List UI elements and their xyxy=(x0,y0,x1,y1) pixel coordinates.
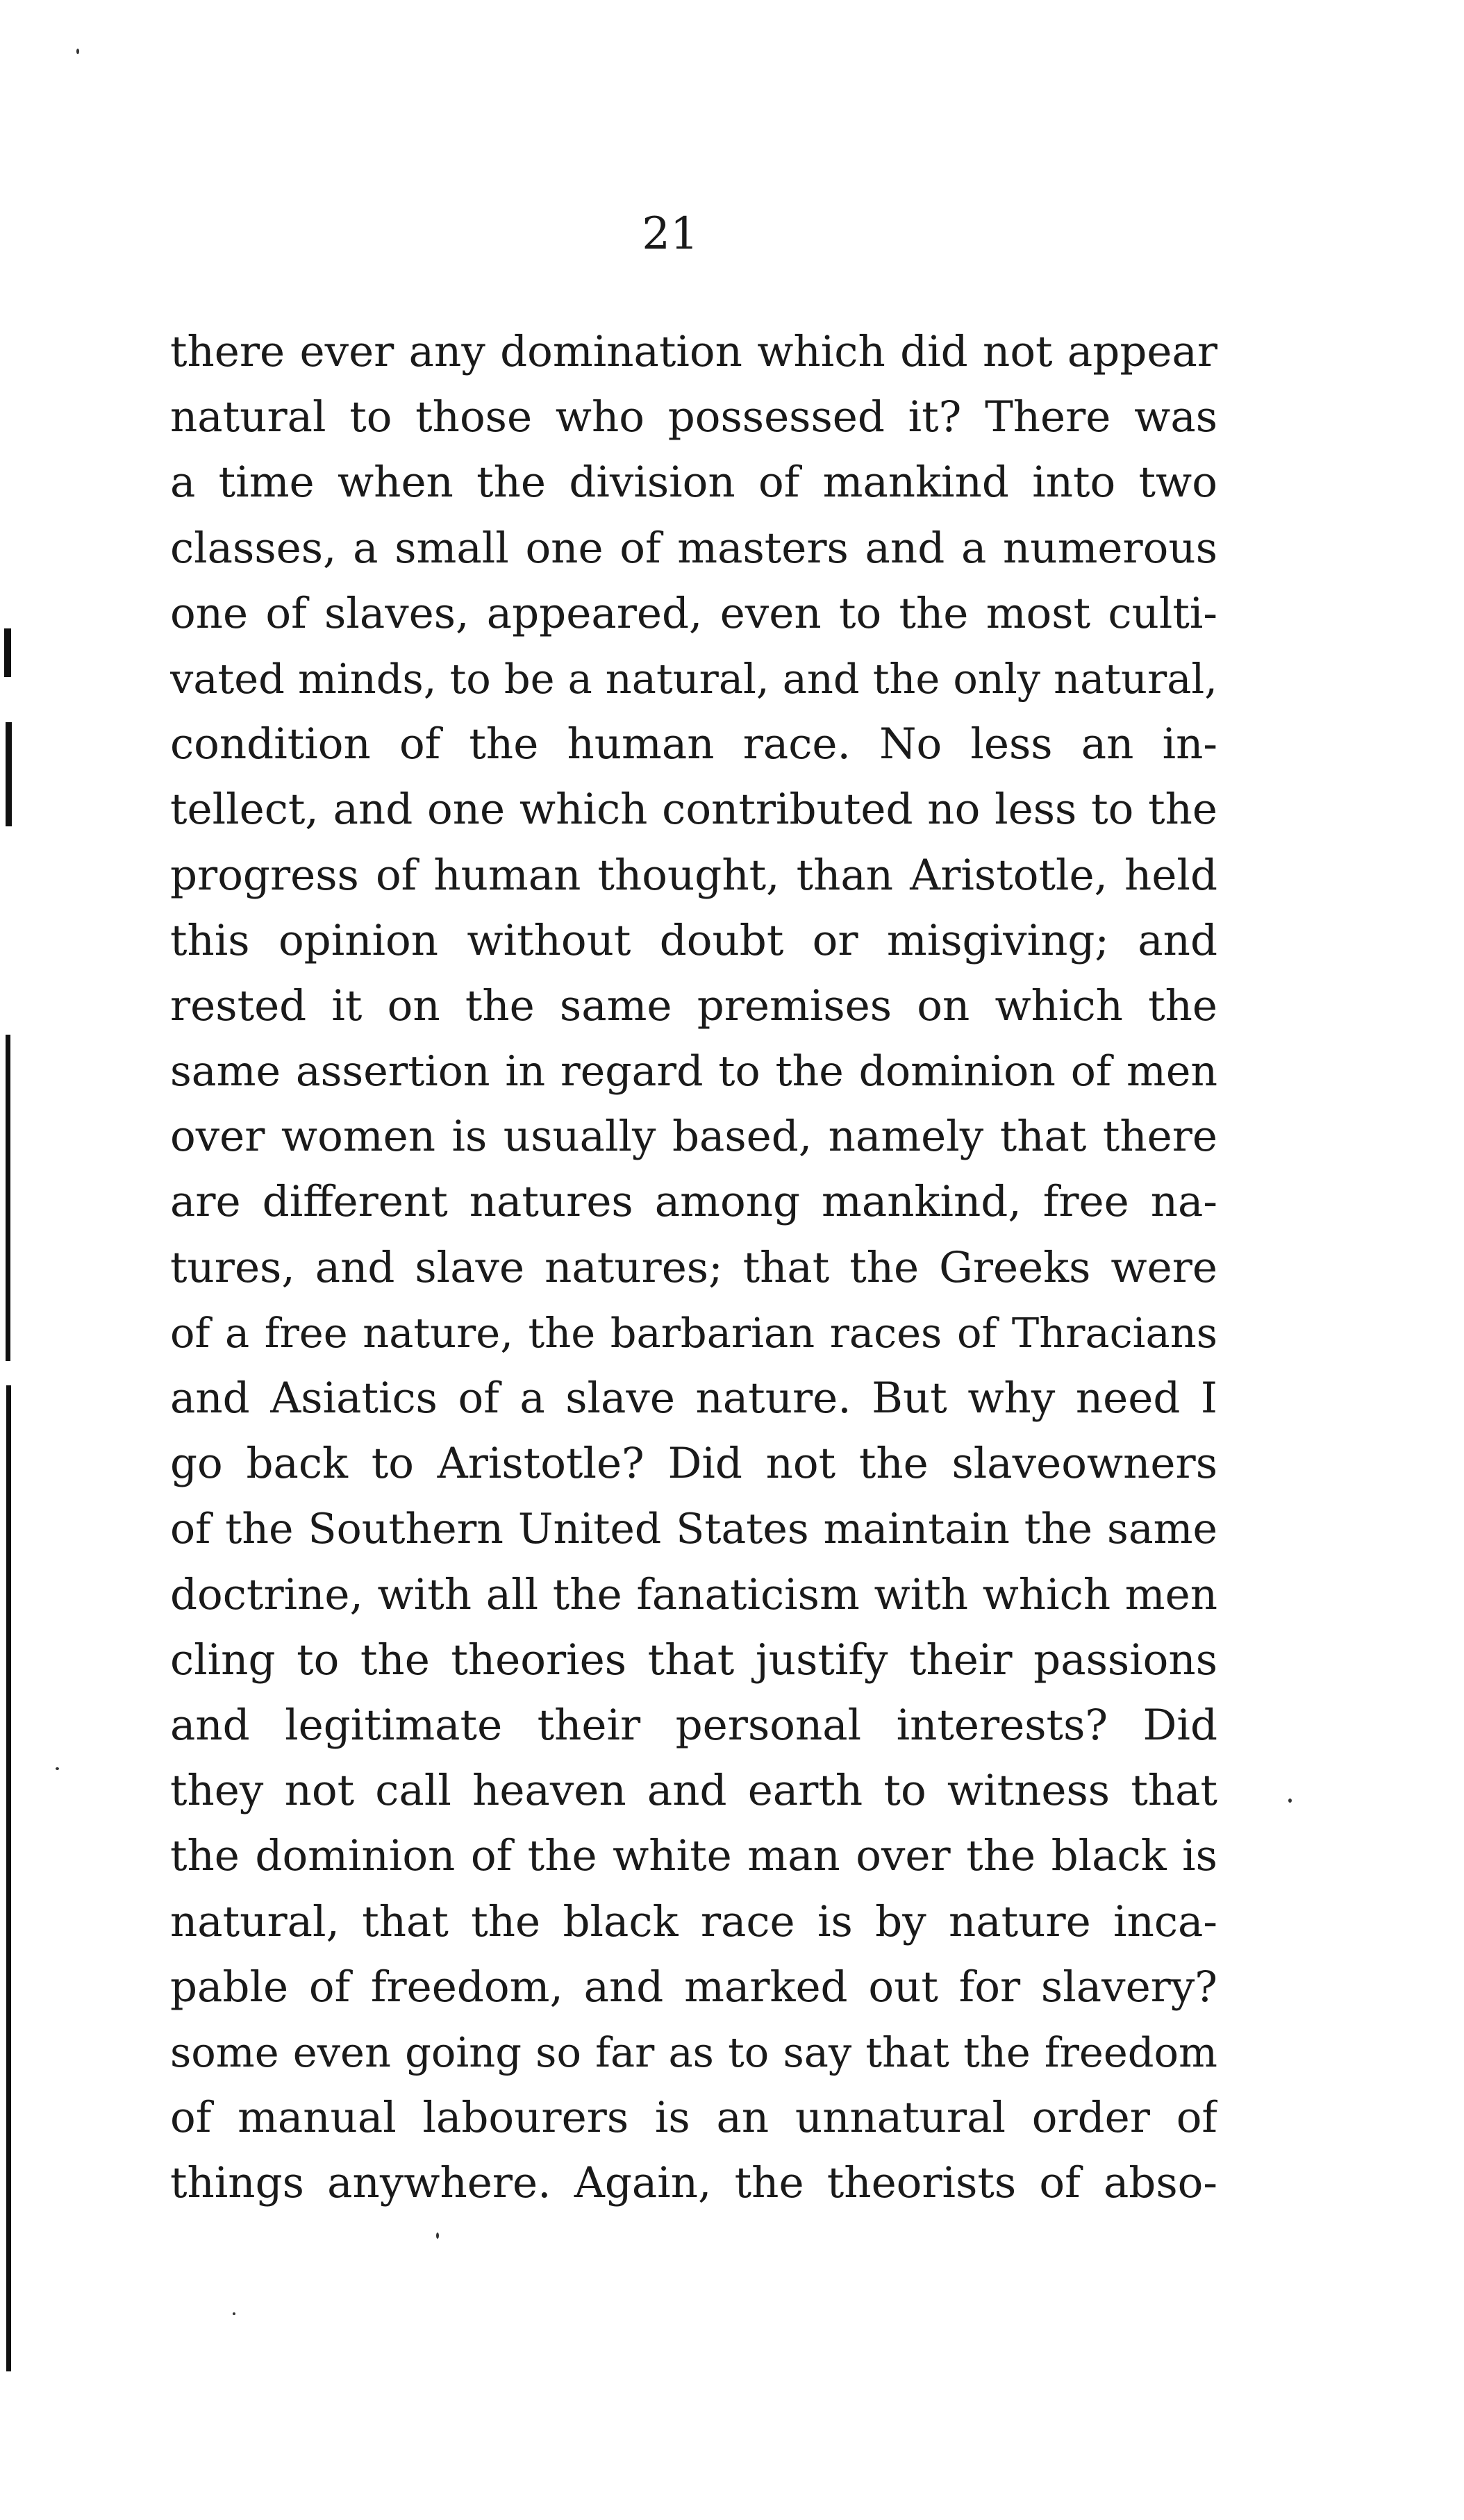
text-line: of the Southern United States maintain the same xyxy=(170,1505,1217,1554)
text-line: are different natures among mankind, free na- xyxy=(170,1177,1217,1227)
text-line: natural, that the black race is by nature inca- xyxy=(170,1896,1217,1946)
text-line: and Asiatics of a slave nature. But why need I xyxy=(170,1374,1217,1423)
text-line: go back to Aristotle? Did not the slaveowners xyxy=(170,1439,1217,1489)
scan-edge-mark xyxy=(6,722,12,826)
text-line: cling to the theories that justify their passions xyxy=(170,1635,1217,1685)
scan-speck xyxy=(76,49,79,54)
scan-speck xyxy=(1288,1799,1292,1803)
text-line: condition of the human race. No less an in- xyxy=(170,719,1217,769)
text-line: this opinion without doubt or misgiving; and xyxy=(170,915,1217,965)
text-line: doctrine, with all the fanaticism with which men xyxy=(170,1569,1217,1619)
scan-speck xyxy=(56,1767,59,1770)
text-line: the dominion of the white man over the black is xyxy=(170,1831,1217,1881)
text-line: over women is usually based, namely that there xyxy=(170,1112,1217,1162)
scan-edge-mark xyxy=(6,1035,10,1361)
text-line: same assertion in regard to the dominion of men xyxy=(170,1047,1217,1096)
text-line: vated minds, to be a natural, and the only natural, xyxy=(170,654,1217,703)
text-line: progress of human thought, than Aristotle, held xyxy=(170,850,1217,900)
scan-edge-mark xyxy=(6,1385,11,2371)
scan-speck xyxy=(436,2233,439,2239)
text-line: some even going so far as to say that the freedom xyxy=(170,2028,1217,2076)
text-line: pable of freedom, and marked out for slavery? xyxy=(170,1962,1217,2012)
scan-edge-mark xyxy=(4,628,11,677)
text-line: of a free nature, the barbarian races of Thracians xyxy=(170,1308,1217,1357)
text-line: one of slaves, appeared, even to the most culti- xyxy=(170,588,1217,638)
body-text xyxy=(170,319,1217,2216)
text-line: of manual labourers is an unnatural order of xyxy=(170,2093,1217,2143)
scan-speck xyxy=(233,2312,235,2315)
text-line: they not call heaven and earth to witness that xyxy=(170,1766,1217,1816)
text-line: rested it on the same premises on which the xyxy=(170,981,1217,1030)
text-line: things anywhere. Again, the theorists of abso- xyxy=(170,2158,1217,2208)
text-line: classes, a small one of masters and a numerous xyxy=(170,523,1217,573)
text-line: natural to those who possessed it? There was xyxy=(170,392,1217,442)
text-line: tures, and slave natures; that the Greeks were xyxy=(170,1242,1217,1292)
text-line: and legitimate their personal interests? Did xyxy=(170,1700,1217,1750)
text-line: there ever any domination which did not appear xyxy=(170,327,1217,376)
text-line: tellect, and one which contributed no less to the xyxy=(170,785,1217,835)
text-line: a time when the division of mankind into two xyxy=(170,458,1217,508)
page-number: 21 xyxy=(642,208,699,260)
